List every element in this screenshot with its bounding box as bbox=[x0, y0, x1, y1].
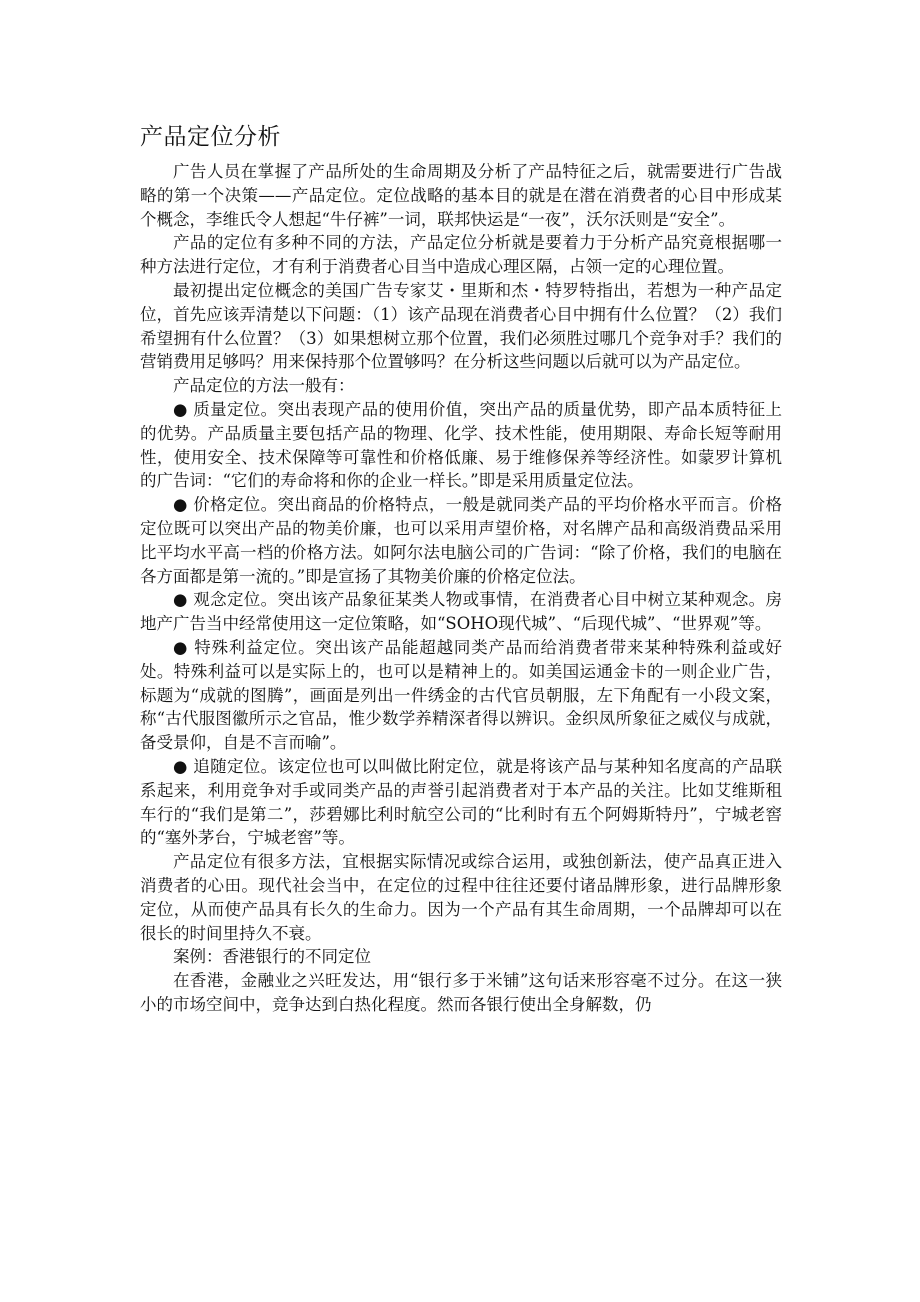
bullet-special-benefit-positioning: ● 特殊利益定位。突出该产品能超越同类产品而给消费者带来某种特殊利益或好处。特殊利益可以是实际上的，也可以是精神上的。如美国运通金卡的一则企业广告，标题为“成就的图腾”，画面是列出一件绣金的古代官员朝服，左下角配有一小段文案，称“古代服图徽所示之官品，惟少数学养精深者得以辨识。金织凤所象征之威仪与成就，备受景仰，自是不言而喻”。 bbox=[140, 637, 782, 753]
paragraph-hk-banks: 在香港，金融业之兴旺发达，用“银行多于米铺”这句话来形容毫不过分。在这一狭小的市场空间中，竞争达到白热化程度。然而各银行使出全身解数，仍 bbox=[140, 971, 782, 1014]
bullet-quality-positioning: ● 质量定位。突出表现产品的使用价值，突出产品的质量优势，即产品本质特征上的优势。产品质量主要包括产品的物理、化学、技术性能，使用期限、寿命长短等耐用性，使用安全、技术保障等可靠性和价格低廉、易于维修保养等经济性。如蒙罗计算机的广告词：“它们的寿命将和你的企业一样长。”即是采用质量定位法。 bbox=[140, 399, 782, 491]
paragraph-methods-lead: 产品定位的方法一般有： bbox=[173, 376, 355, 396]
document-body bbox=[140, 160, 782, 1017]
bullet-concept-positioning: ● 观念定位。突出该产品象征某类人物或事情，在消费者心目中树立某种观念。房地产广告当中经常使用这一定位策略，如“SOHO现代城”、“后现代城”、“世界观”等。 bbox=[140, 590, 782, 634]
document-title: 产品定位分析 bbox=[140, 124, 281, 150]
paragraph-intro: 广告人员在掌握了产品所处的生命周期及分析了产品特征之后，就需要进行广告战略的第一个决策——产品定位。定位战略的基本目的就是在潜在消费者的心目中形成某个概念，李维氏令人想起“牛仔裤”一词，联邦快运是“一夜”，沃尔沃则是“安全”。 bbox=[140, 162, 782, 229]
paragraph-methods-overview: 产品的定位有多种不同的方法，产品定位分析就是要着力于分析产品究竟根据哪一种方法进行定位，才有利于消费者心目当中造成心理区隔，占领一定的心理位置。 bbox=[140, 233, 782, 277]
paragraph-brand-image: 产品定位有很多方法，宜根据实际情况或综合运用，或独创新法，使产品真正进入消费者的心田。现代社会当中，在定位的过程中往往还要付诸品牌形象，进行品牌形象定位，从而使产品具有长久的生命力。因为一个产品有其生命周期，一个品牌却可以在很长的时间里持久不衰。 bbox=[140, 852, 782, 943]
paragraph-ries-trout: 最初提出定位概念的美国广告专家艾・里斯和杰・特罗特指出，若想为一种产品定位，首先应该弄清楚以下问题：（1）该产品现在消费者心目中拥有什么位置？（2）我们希望拥有什么位置？（3）如果想树立那个位置，我们必须胜过哪几个竞争对手？我们的营销费用足够吗？用来保持那个位置够吗？在分析这些问题以后就可以为产品定位。 bbox=[140, 280, 782, 372]
case-heading: 案例：香港银行的不同定位 bbox=[173, 947, 371, 967]
bullet-price-positioning: ● 价格定位。突出商品的价格特点，一般是就同类产品的平均价格水平而言。价格定位既可以突出产品的物美价廉，也可以采用声望价格，对名牌产品和高级消费品采用比平均水平高一档的价格方法。如阿尔法电脑公司的广告词：“除了价格，我们的电脑在各方面都是第一流的。”即是宣扬了其物美价廉的价格定位法。 bbox=[140, 495, 782, 586]
bullet-follower-positioning: ● 追随定位。该定位也可以叫做比附定位，就是将该产品与某种知名度高的产品联系起来，利用竞争对手或同类产品的声誉引起消费者对于本产品的关注。比如艾维斯租车行的“我们是第二”，莎碧娜比利时航空公司的“比利时有五个阿姆斯特丹”，宁城老窖的“塞外茅台，宁城老窖”等。 bbox=[140, 756, 782, 848]
